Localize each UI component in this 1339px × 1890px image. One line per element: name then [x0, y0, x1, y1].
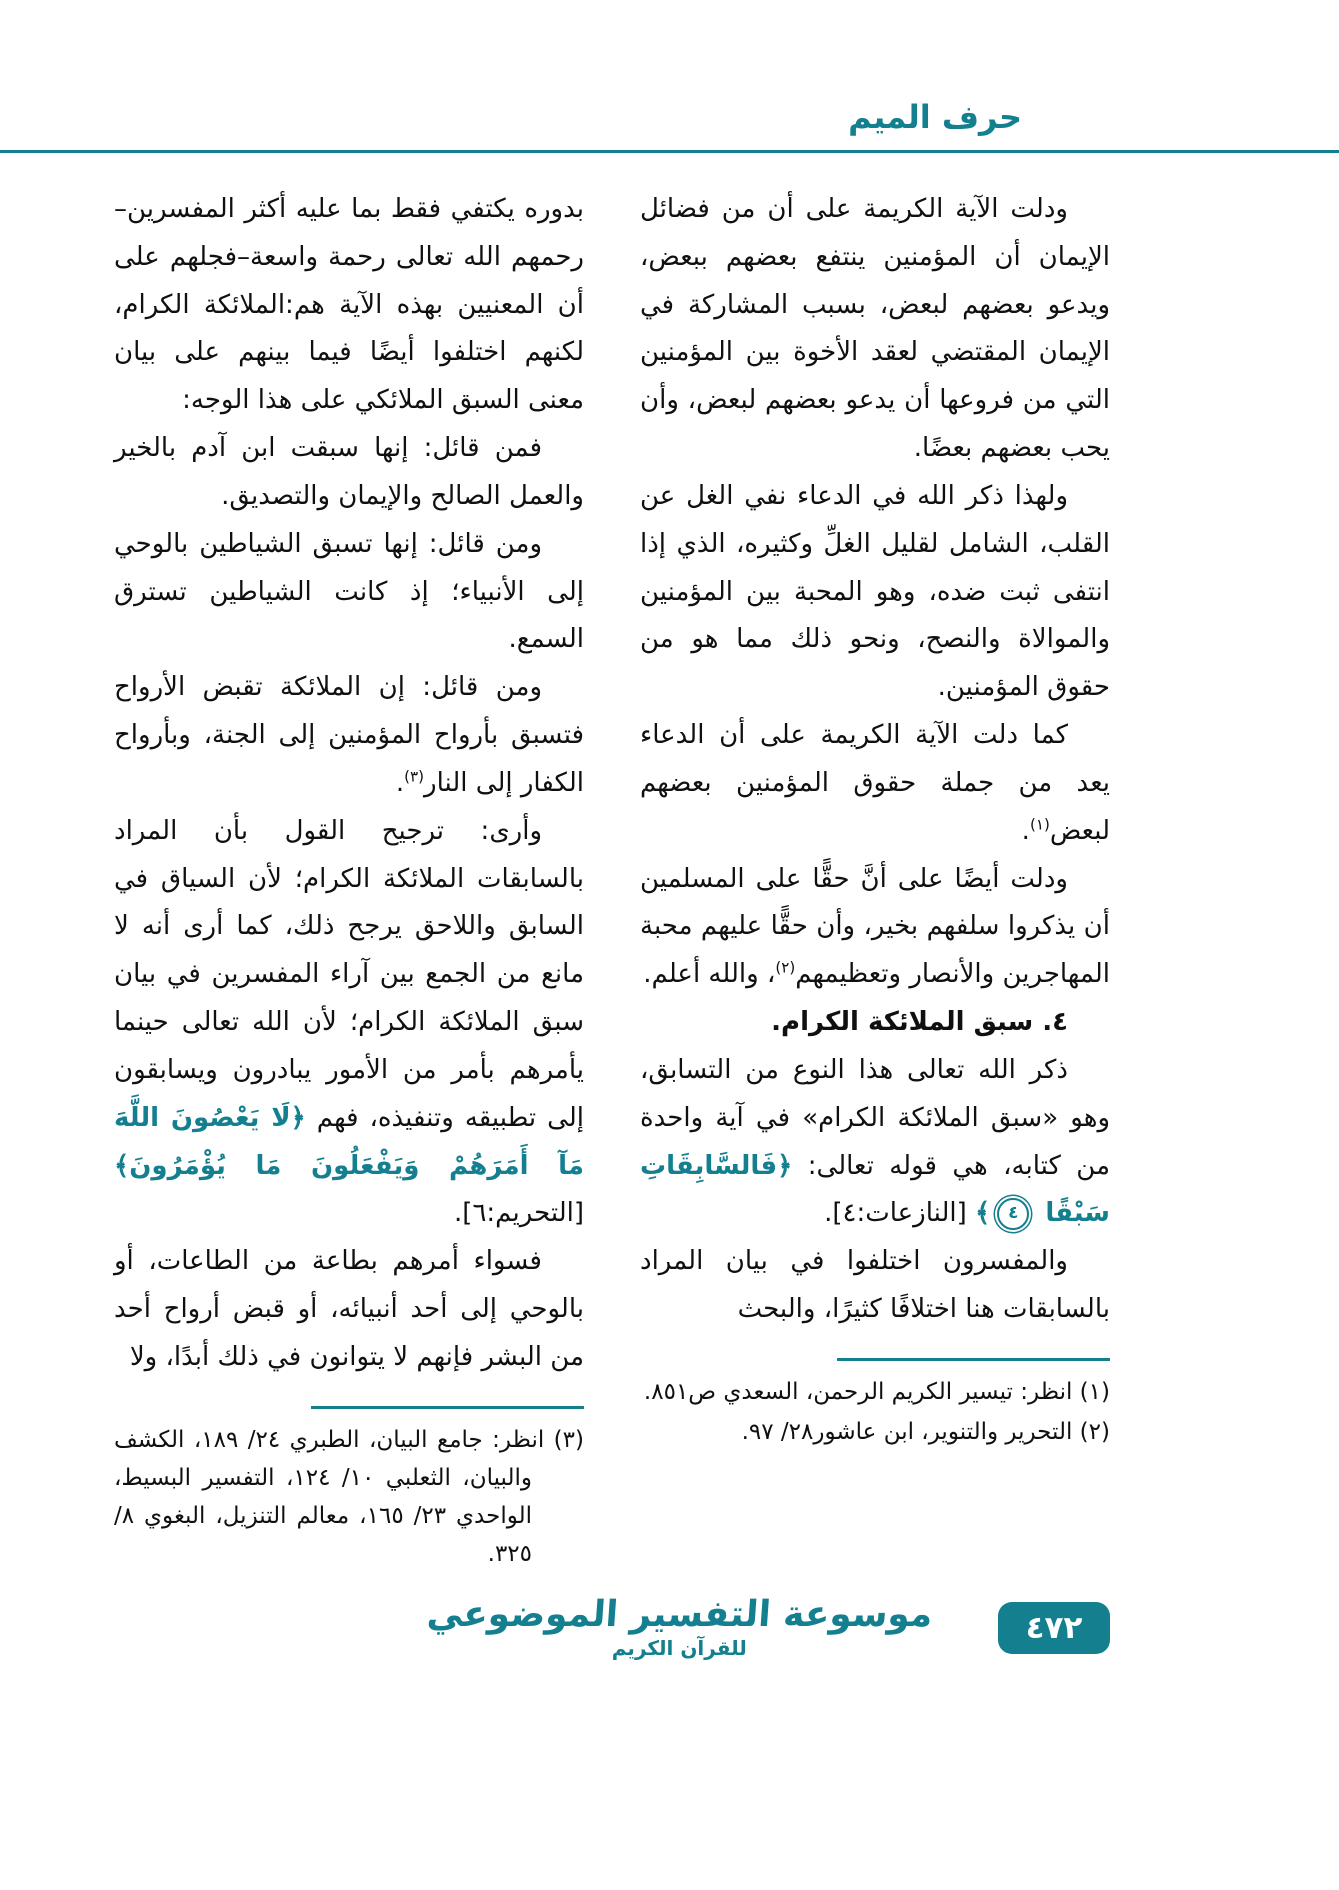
seal-title: موسوعة التفسير الموضوعي	[425, 1594, 934, 1635]
page-number-badge: ٤٧٢	[998, 1602, 1110, 1654]
paragraph	[640, 712, 1110, 855]
page-footer	[427, 1596, 1110, 1659]
text-run: ، والله أعلم.	[643, 959, 776, 990]
paragraph	[114, 186, 584, 425]
column-left	[114, 186, 584, 1575]
publisher-seal	[427, 1596, 932, 1659]
column-left-text	[114, 186, 584, 1382]
paragraph	[640, 1238, 1110, 1334]
text-run: ٤. سبق الملائكة الكرام.	[771, 1007, 1068, 1038]
footnote-separator	[311, 1406, 584, 1409]
paragraph	[114, 425, 584, 521]
text-run: ودلت الآية الكريمة على أن من فضائل الإيمان أن المؤمنين ينتفع بعضهم ببعض، ويدعو بعضهم لبعض، بسبب المشاركة في الإيمان المقتضي لعقد الأخوة بين المؤمنين التي من فروعها أن يدعو بعضهم لبعض، وأن يحب بعضهم بعضًا.	[640, 194, 1110, 464]
footnote	[640, 1413, 1110, 1451]
text-run: ودلت أيضًا على أنَّ حقًّا على المسلمين أن يذكروا سلفهم بخير، وأن حقًّا عليهم محبة المهاجرين والأنصار وتعظيمهم	[640, 863, 1110, 990]
footnote-marker: (١)	[1029, 815, 1050, 834]
text-run: [النازعات:٤].	[824, 1198, 976, 1229]
text-run: والمفسرون اختلفوا في بيان المراد بالسابقات هنا اختلافًا كثيرًا، والبحث	[640, 1246, 1110, 1325]
footnote-marker: (٣)	[404, 767, 425, 786]
text-run: بدوره يكتفي فقط بما عليه أكثر المفسرين– رحمهم الله تعالى رحمة واسعة–فجلهم على أن المعنيين بهذه الآية هم:الملائكة الكرام، لكنهم اختلفوا أيضًا فيما بينهم على بيان معنى السبق الملائكي على هذا الوجه:	[114, 194, 584, 416]
column-left-footnotes	[114, 1406, 584, 1576]
text-run: ومن قائل: إن الملائكة تقبض الأرواح فتسبق بأرواح المؤمنين إلى الجنة، وبأرواح الكفار إلى النار	[114, 672, 584, 798]
column-right-footnotes	[640, 1358, 1110, 1453]
paragraph	[640, 1047, 1110, 1238]
body-columns	[115, 186, 1110, 1575]
header-rule	[0, 150, 1339, 153]
text-run: [التحريم:٦].	[454, 1198, 584, 1229]
paragraph	[114, 1238, 584, 1381]
footnote-list	[114, 1421, 584, 1574]
text-run: فمن قائل: إنها سبقت ابن آدم بالخير والعمل الصالح والإيمان والتصديق.	[114, 433, 584, 511]
page-header-title: حرف الميم	[848, 98, 1022, 136]
paragraph	[114, 521, 584, 664]
paragraph	[640, 856, 1110, 999]
text-run: ولهذا ذكر الله في الدعاء نفي الغل عن القلب، الشامل لقليل الغلِّ وكثيره، الذي إذا انتفى ثبت ضده، وهو المحبة بين المؤمنين والموالاة والنصح، ونحو ذلك مما هو من حقوق المؤمنين.	[640, 480, 1110, 703]
quran-quote: ﴾	[975, 1198, 991, 1229]
paragraph	[114, 808, 584, 1238]
section-heading	[640, 999, 1110, 1047]
text-run: وأرى: ترجيح القول بأن المراد بالسابقات الملائكة الكرام؛ لأن السياق في السابق واللاحق يرجح ذلك، كما أرى أنه لا مانع من الجمع بين آراء المفسرين في بيان سبق الملائكة الكرام؛ لأن الله تعالى حينما يأمرهم بأمر من الأمور يبادرون ويسابقون إلى تطبيقه وتنفيذه، فهم	[114, 815, 584, 1133]
paragraph	[640, 473, 1110, 712]
footnote-separator	[837, 1358, 1110, 1361]
column-right	[640, 186, 1110, 1453]
text-run: .	[1021, 815, 1030, 846]
text-run: ذكر الله تعالى هذا النوع من التسابق، وهو «سبق الملائكة الكرام» في آية واحدة من كتابه، هي قوله تعالى:	[640, 1054, 1110, 1181]
footnote-marker: (٢)	[775, 958, 796, 977]
seal-subtitle: للقرآن الكريم	[611, 1635, 747, 1660]
text-run: كما دلت الآية الكريمة على أن الدعاء يعد من جملة حقوق المؤمنين بعضهم لبعض	[640, 720, 1110, 846]
quran-quote: ﴿فَالسَّابِقَاتِ سَبْقًا	[640, 1150, 1110, 1229]
footnote-list	[640, 1373, 1110, 1451]
paragraph	[640, 186, 1110, 473]
text-run: ومن قائل: إنها تسبق الشياطين بالوحي إلى الأنبياء؛ إذ كانت الشياطين تسترق السمع.	[114, 528, 584, 655]
text-run: (٣) انظر: جامع البيان، الطبري ٢٤/ ١٨٩، الكشف والبيان، الثعلبي ١٠/ ١٢٤، التفسير البسيط، الواحدي ٢٣/ ١٦٥، معالم التنزيل، البغوي ٨/ ٣٢٥.	[114, 1426, 584, 1568]
text-run: (٢) التحرير والتنوير، ابن عاشور٢٨/ ٩٧.	[741, 1419, 1110, 1446]
text-run: .	[395, 767, 405, 798]
footnote	[640, 1373, 1110, 1411]
paragraph	[114, 664, 584, 807]
text-run: فسواء أمرهم بطاعة من الطاعات، أو بالوحي إلى أحد أنبيائه، أو قبض أرواح أحد من البشر فإنهم لا يتوانون في ذلك أبدًا، ولا	[114, 1246, 584, 1372]
quran-quote: ﴿لَا يَعْصُونَ اللَّهَ مَآ أَمَرَهُمْ وَيَفْعَلُونَ مَا يُؤْمَرُونَ﴾	[114, 1102, 584, 1181]
ayah-number-ornament: ٤	[997, 1198, 1029, 1230]
column-right-text	[640, 186, 1110, 1334]
footnote	[114, 1421, 584, 1574]
text-run: (١) انظر: تيسير الكريم الرحمن، السعدي ص٨٥١.	[643, 1378, 1110, 1405]
